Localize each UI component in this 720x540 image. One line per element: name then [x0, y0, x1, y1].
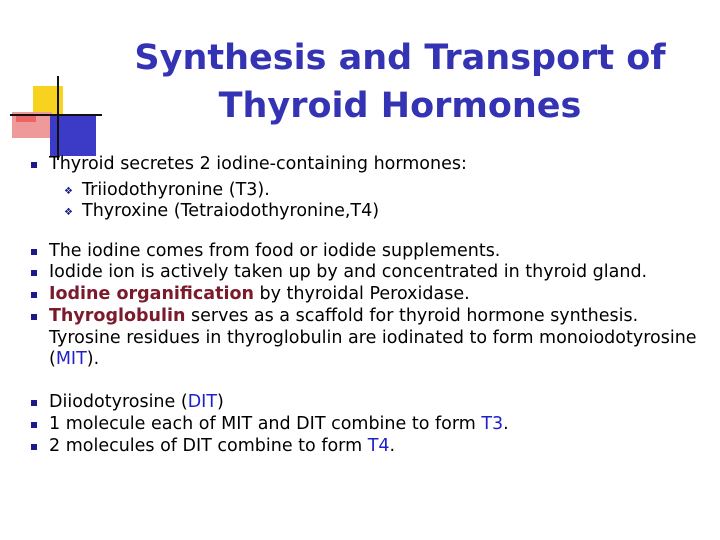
- square-bullet-icon: [31, 314, 37, 320]
- bullet-text: Thyroid secretes 2 iodine-containing hormones:: [49, 154, 467, 174]
- abbreviation: MIT: [55, 349, 87, 369]
- decor-horizontal-line: [10, 114, 102, 116]
- decor-vertical-line: [57, 76, 59, 160]
- bullet-text: Iodide ion is actively taken up by and concentrated in thyroid gland.: [49, 262, 648, 282]
- bullet-text: 2 molecules of DIT combine to form T4.: [49, 436, 396, 456]
- abbreviation: DIT: [187, 392, 218, 412]
- sub-bullet-text: Triiodothyronine (T3).: [82, 180, 270, 200]
- highlight-term: Thyroglobulin: [49, 306, 186, 326]
- abbreviation: T3: [481, 414, 504, 434]
- title-line-1: Synthesis and Transport of: [134, 38, 666, 78]
- diamond-cross-icon: ❖: [64, 207, 73, 218]
- square-bullet-icon: [31, 162, 37, 168]
- bullet-continuation: Tyrosine residues in thyroglobulin are iodinated to form monoiodotyrosine: [49, 328, 697, 348]
- bullet-text: The iodine comes from food or iodide supplements.: [49, 241, 501, 261]
- abbreviation: T4: [367, 436, 390, 456]
- sub-bullet-text: Thyroxine (Tetraiodothyronine,T4): [82, 201, 380, 221]
- bullet-text: Diiodotyrosine (DIT): [49, 392, 224, 412]
- bullet-continuation: (MIT).: [49, 349, 100, 369]
- highlight-term: Iodine organification: [49, 284, 254, 304]
- square-bullet-icon: [31, 249, 37, 255]
- title-line-2: Thyroid Hormones: [218, 86, 582, 126]
- slide-title: [110, 34, 690, 130]
- diamond-cross-icon: ❖: [64, 186, 73, 197]
- square-bullet-icon: [31, 400, 37, 406]
- bullet-text: Thyroglobulin serves as a scaffold for thyroid hormone synthesis.: [49, 306, 639, 326]
- square-bullet-icon: [31, 292, 37, 298]
- square-bullet-icon: [31, 444, 37, 450]
- square-bullet-icon: [31, 270, 37, 276]
- bullet-text: Iodine organification by thyroidal Peroxidase.: [49, 284, 470, 304]
- square-bullet-icon: [31, 422, 37, 428]
- bullet-text: 1 molecule each of MIT and DIT combine to form T3.: [49, 414, 509, 434]
